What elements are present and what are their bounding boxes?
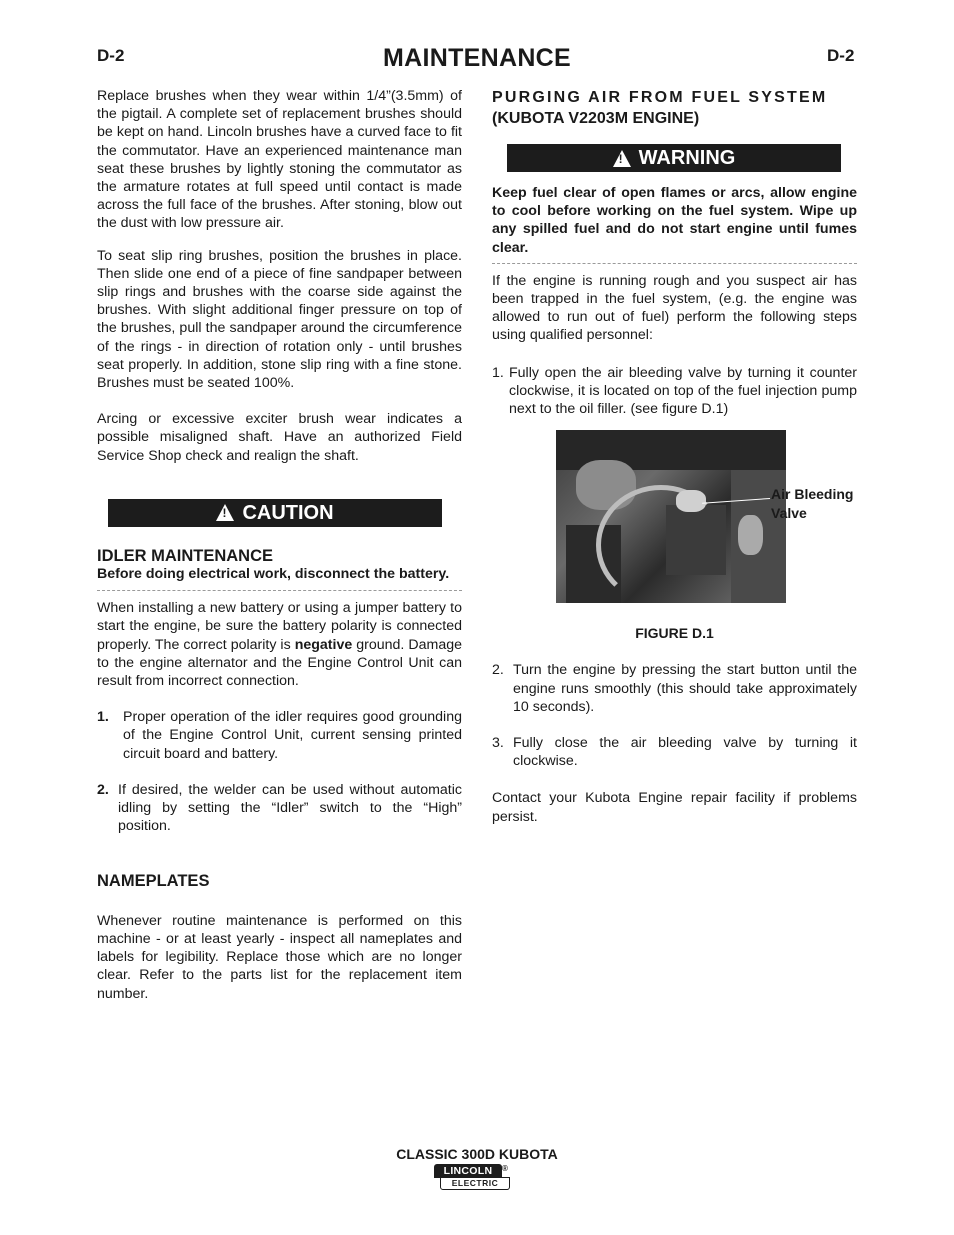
slip-ring-paragraph: To seat slip ring brushes, position the brushes in place. Then slide one end of a piece of fine sandpaper between slip rings and brushes with the coarse side against the brushes. With slight additional finger pressure on top of the brushes, pull the sandpaper around the circumference of the rings - in direction of rotation only - until brushes seat properly. In addition, stone slip ring with a fine stone. Brushes must be seated 100%. [97,247,462,392]
figure-caption: FIGURE D.1 [635,625,714,642]
idler-heading: IDLER MAINTENANCE [97,546,273,565]
idler-step-1: 1. Proper operation of the idler requires good grounding of the Engine Control Unit, current sensing printed circuit board and battery. [97,709,462,762]
idler-paragraph: When installing a new battery or using a jumper battery to start the engine, be sure the battery polarity is connected properly. The correct polarity is negative ground. Damage to the engine alternator and the Engine Control Unit can result from incorrect connection. [97,600,462,690]
page-code-right: D-2 [827,46,855,65]
left-column [97,87,462,1003]
purging-intro: If the engine is running rough and you suspect air has been trapped in the fuel system, (e.g. the engine was allowed to run out of fuel) perform the following steps using qualified personnel: [492,272,857,344]
idler-step-2: 2. If desired, the welder can be used without automatic idling by setting the “Idler” switch to the “High” position. [97,781,462,835]
purge-step-2: 2. Turn the engine by pressing the start button until the engine runs smoothly (this should take approximately 10 seconds). [492,662,857,715]
caution-label: CAUTION [242,501,334,524]
purging-heading: PURGING AIR FROM FUEL SYSTEM (KUBOTA V2203M ENGINE) [492,89,828,127]
warning-triangle-icon: ! [216,504,234,521]
contact-paragraph: Contact your Kubota Engine repair facility if problems persist. [492,790,857,825]
arcing-paragraph: Arcing or excessive exciter brush wear indicates a possible misaligned shaft. Have an authorized Field Service Shop check and realign the shaft. [97,411,462,464]
model-name: CLASSIC 300D KUBOTA [396,1146,558,1162]
warning-bar [507,144,841,172]
warning-text: Keep fuel clear of open flames or arcs, allow engine to cool before working on the fuel system. Wipe up any spilled fuel and do not start engine until fumes clear. [492,185,857,256]
engine-photo [556,430,786,603]
purge-step-1: 1. Fully open the air bleeding valve by turning it counter clockwise, it is located on top of the fuel injection pump next to the oil filler. (see figure D.1) [492,364,857,418]
page-title: MAINTENANCE [382,44,572,72]
idler-section [97,547,462,836]
air-bleeding-valve-label: Air Bleeding Valve [771,486,854,522]
page-code-left: D-2 [97,46,125,65]
nameplates-paragraph: Whenever routine maintenance is performed on this machine - or at least yearly - inspect all nameplates and labels for legibility. Replace those which are no longer clear. Refer to the parts list for the replacement item number. [97,912,462,1002]
warning-label: WARNING [638,146,736,169]
lincoln-electric-logo: LINCOLN ELECTRIC ® [434,1164,508,1190]
warning-triangle-icon: ! [613,150,631,167]
nameplates-heading: NAMEPLATES [97,871,210,890]
idler-warning-text: Before doing electrical work, disconnect the battery. [97,566,450,583]
purge-step-3: 3. Fully close the air bleeding valve by turning it clockwise. [492,735,857,770]
right-column [492,87,857,826]
caution-bar [108,499,442,527]
figure-d1 [492,430,857,608]
brush-paragraph: Replace brushes when they wear within 1/4”(3.5mm) of the pigtail. A complete set of replacement brushes should be kept on hand. Lincoln brushes have a curved face to fit the commutator. Have an experienced maintenance man seat these brushes by lightly stoning the commutator as the armature rotates at full speed until contact is made across the full face of the brushes. After stoning, blow out the dust with low pressure air. [97,88,462,232]
dashed-divider [492,263,857,264]
dashed-divider [97,590,462,591]
